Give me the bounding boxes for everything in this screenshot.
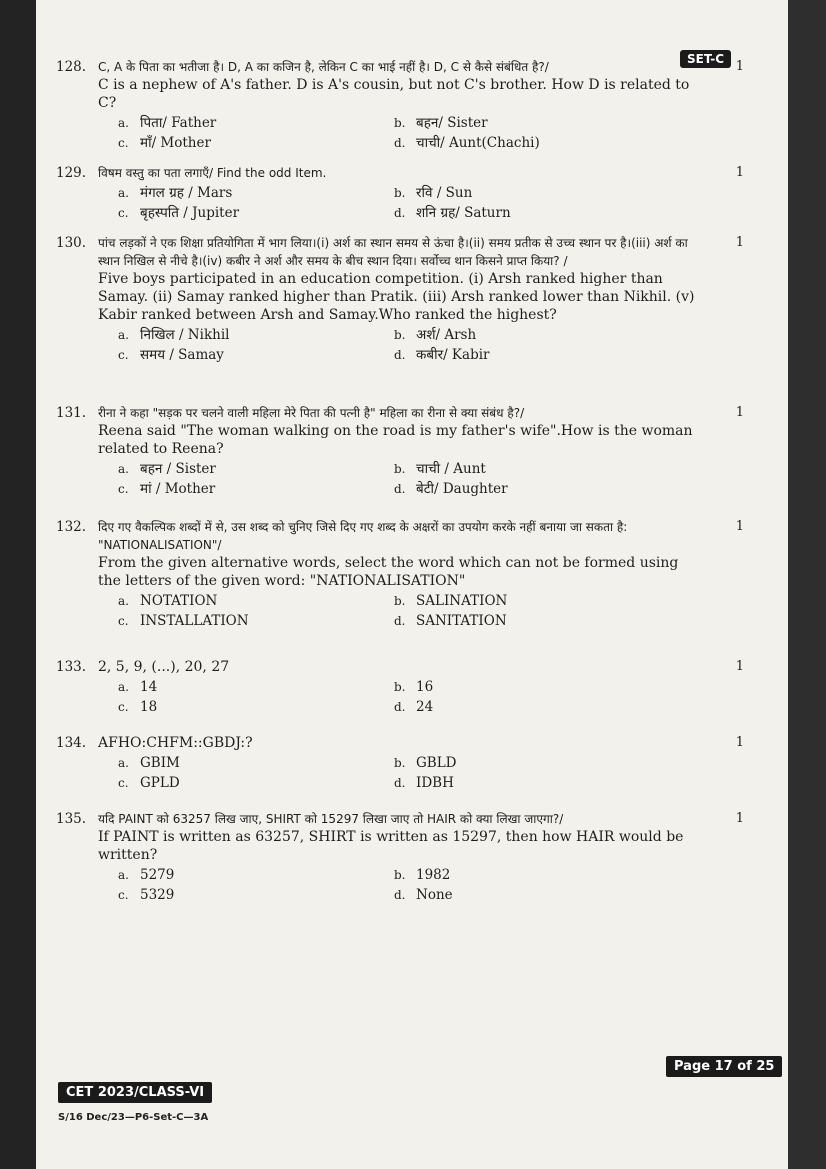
options bbox=[56, 866, 766, 906]
option-c: c. समय / Samay bbox=[118, 347, 224, 363]
scan-background-left bbox=[0, 0, 36, 1169]
question-number: 130. bbox=[56, 235, 87, 251]
question-131 bbox=[56, 404, 766, 500]
question-number: 134. bbox=[56, 735, 87, 751]
option-b: b. 1982 bbox=[394, 867, 451, 883]
option-c: c. माँ/ Mother bbox=[118, 135, 211, 151]
question-number: 132. bbox=[56, 519, 87, 535]
option-c: c. मां / Mother bbox=[118, 481, 216, 497]
question-128 bbox=[56, 58, 766, 154]
option-a: a. निखिल / Nikhil bbox=[118, 327, 230, 343]
option-a: a. GBIM bbox=[118, 755, 180, 771]
option-c: c. 5329 bbox=[118, 887, 175, 903]
question-marks: 1 bbox=[735, 165, 744, 180]
scan-background-right bbox=[788, 0, 826, 1169]
question-text-english: Reena said "The woman walking on the road is my father's wife".How is the woman related to Reena? bbox=[98, 423, 693, 457]
question-marks: 1 bbox=[735, 405, 744, 420]
exam-title-badge: CET 2023/CLASS-VI bbox=[58, 1082, 212, 1103]
option-a: a. NOTATION bbox=[118, 593, 218, 609]
option-b: b. रवि / Sun bbox=[394, 185, 473, 201]
options bbox=[56, 592, 766, 632]
question-text-english: AFHO:CHFM::GBDJ:? bbox=[98, 735, 253, 751]
option-b: b. बहन/ Sister bbox=[394, 115, 488, 131]
option-a: a. 14 bbox=[118, 679, 158, 695]
option-b: b. 16 bbox=[394, 679, 434, 695]
option-c: c. INSTALLATION bbox=[118, 613, 249, 629]
option-a: a. 5279 bbox=[118, 867, 175, 883]
options bbox=[56, 754, 766, 794]
question-marks: 1 bbox=[735, 59, 744, 74]
option-a: a. बहन / Sister bbox=[118, 461, 216, 477]
question-text-english: C is a nephew of A's father. D is A's cousin, but not C's brother. How D is related to C? bbox=[98, 77, 690, 111]
question-text-english: If PAINT is written as 63257, SHIRT is written as 15297, then how HAIR would be written? bbox=[98, 829, 684, 863]
option-d: d. SANITATION bbox=[394, 613, 507, 629]
question-text-english: Five boys participated in an education competition. (i) Arsh ranked higher than Samay. (ii) Samay ranked higher than Pratik. (iii) Arsh ranked lower than Nikhil. (v) Kabir ranked between Arsh and Samay.Who ranked the highest? bbox=[98, 271, 695, 323]
option-d: d. 24 bbox=[394, 699, 434, 715]
option-d: d. None bbox=[394, 887, 453, 903]
options bbox=[56, 326, 766, 366]
option-d: d. शनि ग्रह/ Saturn bbox=[394, 205, 511, 221]
options bbox=[56, 114, 766, 154]
question-132 bbox=[56, 518, 766, 632]
option-b: b. अर्श/ Arsh bbox=[394, 327, 477, 343]
option-d: d. बेटी/ Daughter bbox=[394, 481, 508, 497]
options bbox=[56, 460, 766, 500]
options bbox=[56, 184, 766, 224]
option-d: d. चाची/ Aunt(Chachi) bbox=[394, 135, 540, 151]
question-text-hindi: C, A के पिता का भतीजा है। D, A का कजिन है, लेकिन C का भाई नहीं है। D, C से कैसे संबंधित है?/ bbox=[98, 60, 549, 74]
set-badge: SET-C bbox=[680, 50, 731, 68]
question-number: 135. bbox=[56, 811, 87, 827]
option-b: b. GBLD bbox=[394, 755, 457, 771]
option-a: a. पिता/ Father bbox=[118, 115, 217, 131]
option-b: b. चाची / Aunt bbox=[394, 461, 486, 477]
question-marks: 1 bbox=[735, 811, 744, 826]
question-text-hindi: विषम वस्तु का पता लगाएँ/ Find the odd Item. bbox=[98, 166, 327, 180]
question-129 bbox=[56, 164, 766, 224]
question-130 bbox=[56, 234, 766, 366]
option-c: c. बृहस्पति / Jupiter bbox=[118, 205, 240, 221]
option-d: d. कबीर/ Kabir bbox=[394, 347, 490, 363]
paper-code: S/16 Dec/23—P6-Set-C—3A bbox=[58, 1112, 209, 1123]
option-b: b. SALINATION bbox=[394, 593, 508, 609]
question-133 bbox=[56, 658, 766, 718]
question-marks: 1 bbox=[735, 735, 744, 750]
question-marks: 1 bbox=[735, 659, 744, 674]
question-134 bbox=[56, 734, 766, 794]
question-marks: 1 bbox=[735, 519, 744, 534]
option-a: a. मंगल ग्रह / Mars bbox=[118, 185, 233, 201]
question-number: 128. bbox=[56, 59, 87, 75]
question-text-english: 2, 5, 9, (...), 20, 27 bbox=[98, 659, 230, 675]
question-number: 129. bbox=[56, 165, 87, 181]
question-text-hindi: रीना ने कहा "सड़क पर चलने वाली महिला मेरे पिता की पत्नी है" महिला का रीना से क्या संबंध है?/ bbox=[98, 406, 525, 420]
question-135 bbox=[56, 810, 766, 906]
option-c: c. GPLD bbox=[118, 775, 180, 791]
exam-page bbox=[36, 0, 788, 1169]
question-number: 133. bbox=[56, 659, 87, 675]
options bbox=[56, 678, 766, 718]
question-text-english: From the given alternative words, select the word which can not be formed using the letters of the given word: "NATIONALISATION" bbox=[98, 555, 679, 589]
question-text-hindi: पांच लड़कों ने एक शिक्षा प्रतियोगिता में भाग लिया।(i) अर्श का स्थान समय से ऊंचा है।(ii) समय प्रतीक से उच्च स्थान पर है।(iii) अर्श का स्थान निखिल से नीचे है।(iv) कबीर ने अर्श और समय के बीच स्थान दिया। सर्वोच्च थान किसने प्राप्त किया? / bbox=[98, 236, 688, 268]
option-c: c. 18 bbox=[118, 699, 158, 715]
question-marks: 1 bbox=[735, 235, 744, 250]
question-number: 131. bbox=[56, 405, 87, 421]
question-text-hindi: यदि PAINT को 63257 लिख जाए, SHIRT को 15297 लिखा जाए तो HAIR को क्या लिखा जाएगा?/ bbox=[98, 812, 564, 826]
option-d: d. IDBH bbox=[394, 775, 454, 791]
question-text-hindi: दिए गए वैकल्पिक शब्दों में से, उस शब्द को चुनिए जिसे दिए गए शब्द के अक्षरों का उपयोग करके नहीं बनाया जा सकता है: "NATIONALISATION"/ bbox=[98, 520, 628, 552]
page-number-badge: Page 17 of 25 bbox=[666, 1056, 782, 1077]
